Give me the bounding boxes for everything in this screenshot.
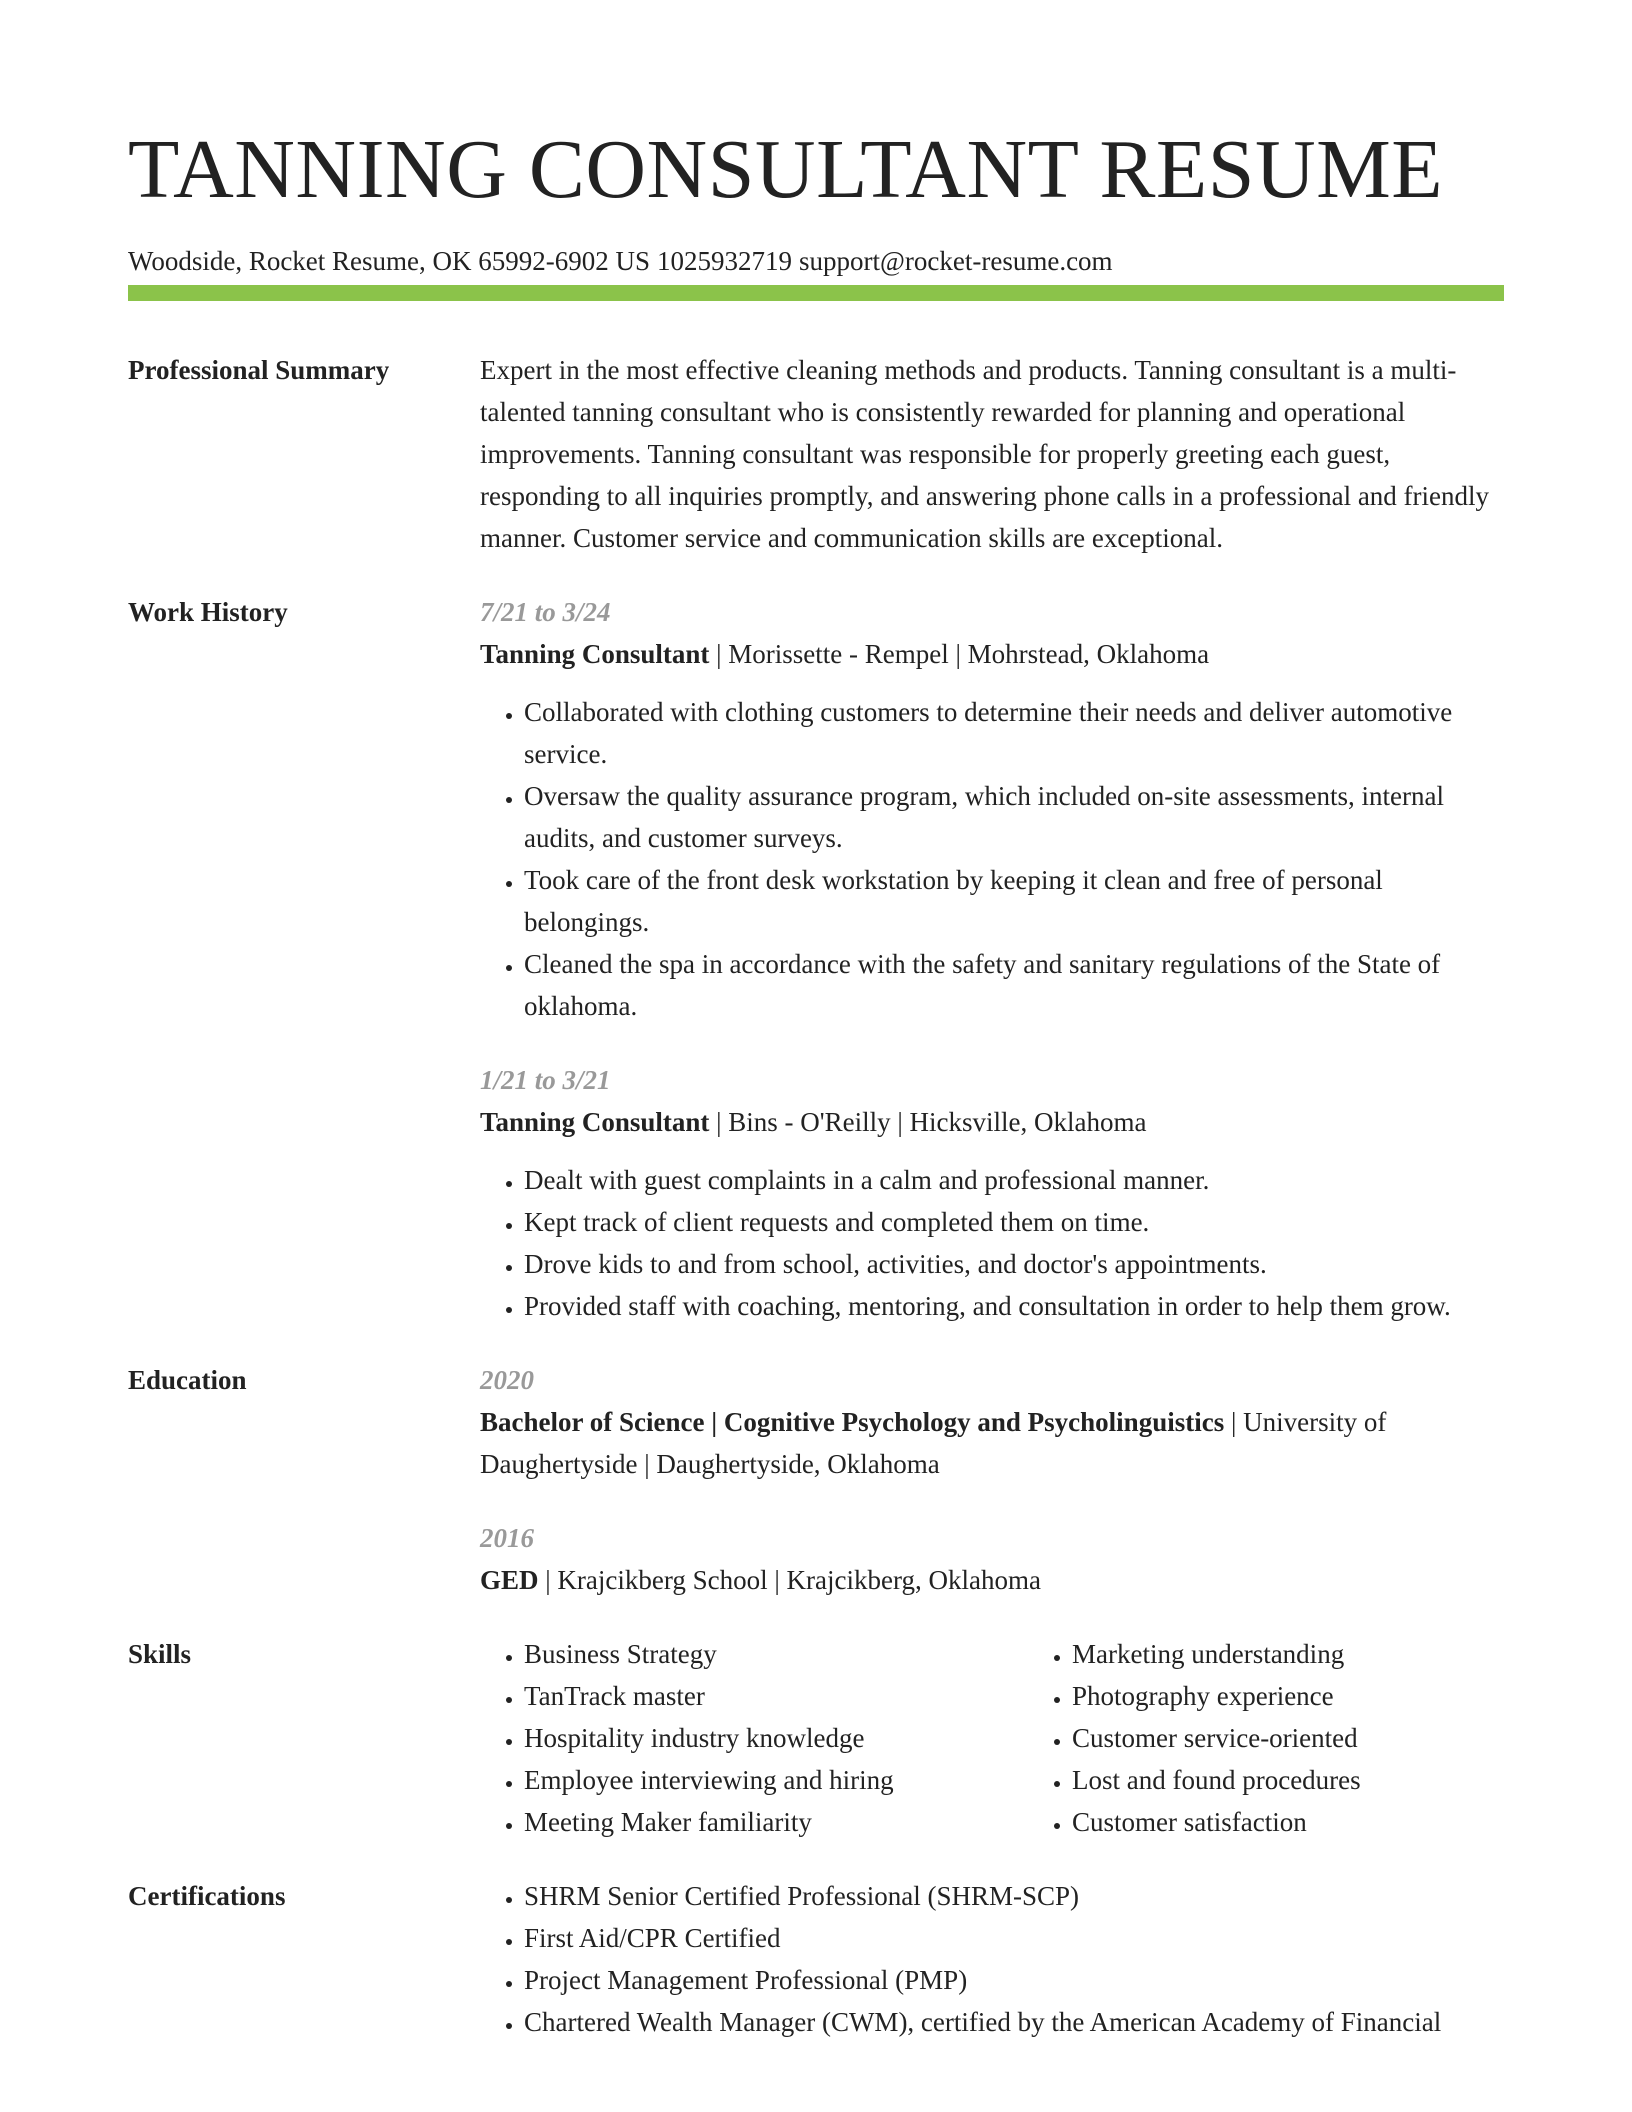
job-bullet: • Kept track of client requests and completed them on time. (524, 1201, 1504, 1243)
summary-text: Expert in the most effective cleaning methods and products. Tanning consultant is a multi-talented tanning consultant who is consistently rewarded for planning and operational improvements. Tanning consultant was responsible for properly greeting each guest, responding to all inquiries promptly, and answering phone calls in a professional and friendly manner. Customer service and communication skills are exceptional. (480, 355, 1490, 553)
resume-header (128, 118, 1504, 278)
certification-item: • Project Management Professional (PMP) (524, 1959, 1504, 2001)
section-certifications (128, 1875, 1504, 2043)
section-title-work-history: Work History (128, 597, 288, 627)
education-entry (480, 1359, 1504, 1485)
job-bullet: • Collaborated with clothing customers to determine their needs and deliver automotive service. (524, 691, 1504, 775)
job-bullet: • Oversaw the quality assurance program, which included on-site assessments, internal audits, and customer surveys. (524, 775, 1504, 859)
job-role-line (480, 633, 1504, 675)
certifications-list (480, 1875, 1504, 2043)
job-bullets (480, 691, 1504, 1027)
section-summary (128, 349, 1504, 559)
contact-address: Woodside, Rocket Resume, OK 65992-6902 US (128, 246, 651, 276)
education-degree: Bachelor of Science | Cognitive Psychology and Psycholinguistics (480, 1407, 1225, 1437)
education-details: | University of Daughertyside | Daughertyside, Oklahoma (480, 1407, 1387, 1479)
job-bullets (480, 1159, 1504, 1327)
resume-title: TANNING CONSULTANT RESUME (128, 123, 1444, 216)
job-dates: 1/21 to 3/21 (480, 1065, 611, 1095)
certification-item: • SHRM Senior Certified Professional (SHRM-SCP) (524, 1875, 1504, 1917)
job-entry (480, 591, 1504, 1027)
contact-phone: 1025932719 (657, 246, 793, 276)
education-content (480, 1359, 1504, 1601)
skill-item: • Lost and found procedures (1072, 1759, 1576, 1801)
job-bullet: • Cleaned the spa in accordance with the safety and sanitary regulations of the State of oklahoma. (524, 943, 1504, 1027)
certification-item: • First Aid/CPR Certified (524, 1917, 1504, 1959)
education-year: 2016 (480, 1523, 534, 1553)
work-history-content (480, 591, 1504, 1327)
section-education (128, 1359, 1504, 1601)
job-role-line (480, 1101, 1504, 1143)
skill-item: • Hospitality industry knowledge (524, 1717, 1028, 1759)
contact-email[interactable]: support@rocket-resume.com (799, 246, 1113, 276)
job-bullet: • Took care of the front desk workstation by keeping it clean and free of personal belongings. (524, 859, 1504, 943)
job-role: Tanning Consultant (480, 1107, 710, 1137)
education-degree: GED (480, 1565, 539, 1595)
resume-body (128, 349, 1504, 2075)
certifications-content (480, 1875, 1504, 2043)
skills-list-right (1028, 1633, 1576, 1843)
skill-item: • Meeting Maker familiarity (524, 1801, 1028, 1843)
job-bullet: • Dealt with guest complaints in a calm and professional manner. (524, 1159, 1504, 1201)
section-skills (128, 1633, 1504, 1843)
section-title-education: Education (128, 1365, 247, 1395)
education-year: 2020 (480, 1365, 534, 1395)
education-line (480, 1401, 1504, 1485)
skill-item: • Customer satisfaction (1072, 1801, 1576, 1843)
certification-item: • Chartered Wealth Manager (CWM), certified by the American Academy of Financial (524, 2001, 1504, 2043)
skill-item: • Employee interviewing and hiring (524, 1759, 1028, 1801)
job-dates: 7/21 to 3/24 (480, 597, 611, 627)
skill-item: • Customer service-oriented (1072, 1717, 1576, 1759)
job-bullet: • Provided staff with coaching, mentoring, and consultation in order to help them grow. (524, 1285, 1504, 1327)
section-title-certifications: Certifications (128, 1881, 286, 1911)
summary-content (480, 349, 1504, 559)
contact-line (128, 244, 1504, 278)
skill-item: • Business Strategy (524, 1633, 1028, 1675)
education-entry (480, 1517, 1504, 1601)
job-entry (480, 1059, 1504, 1327)
job-details: | Morissette - Rempel | Mohrstead, Oklahoma (709, 639, 1210, 669)
section-work-history (128, 591, 1504, 1327)
job-bullet: • Drove kids to and from school, activities, and doctor's appointments. (524, 1243, 1504, 1285)
education-details: | Krajcikberg School | Krajcikberg, Oklahoma (538, 1565, 1041, 1595)
section-title-skills: Skills (128, 1639, 192, 1669)
skill-item: • Marketing understanding (1072, 1633, 1576, 1675)
skill-item: • TanTrack master (524, 1675, 1028, 1717)
skills-list-left (480, 1633, 1028, 1843)
education-line (480, 1559, 1504, 1601)
skill-item: • Photography experience (1072, 1675, 1576, 1717)
skills-content (480, 1633, 1504, 1843)
job-details: | Bins - O'Reilly | Hicksville, Oklahoma (709, 1107, 1147, 1137)
job-role: Tanning Consultant (480, 639, 710, 669)
section-title-summary: Professional Summary (128, 355, 390, 385)
header-divider (128, 285, 1504, 301)
